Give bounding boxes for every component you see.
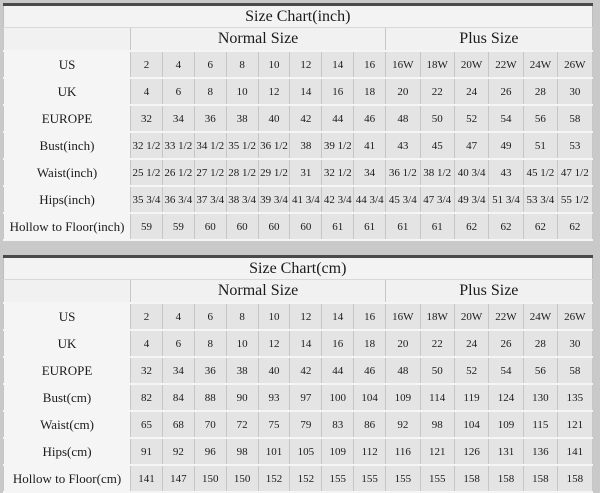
size-value: 135 <box>558 384 592 411</box>
corner-cell <box>4 280 131 304</box>
size-value: 86 <box>354 411 386 438</box>
size-value: 42 3/4 <box>322 186 354 213</box>
size-value: 34 <box>162 357 194 384</box>
size-value: 50 <box>420 357 454 384</box>
size-value: 4 <box>131 78 163 105</box>
size-value: 16W <box>386 51 420 78</box>
size-chart-inch-table <box>3 3 593 241</box>
size-value: 16 <box>322 78 354 105</box>
size-value: 32 1/2 <box>322 159 354 186</box>
size-value: 36 <box>194 357 226 384</box>
size-value: 26W <box>558 51 593 78</box>
normal-size-header: Normal Size <box>131 280 386 304</box>
size-value: 119 <box>454 384 488 411</box>
size-value: 18W <box>420 303 454 330</box>
size-value: 92 <box>386 411 420 438</box>
size-value: 34 <box>162 105 194 132</box>
size-value: 41 3/4 <box>290 186 322 213</box>
size-value: 16 <box>354 303 386 330</box>
size-value: 96 <box>194 438 226 465</box>
table-row <box>4 384 593 411</box>
size-value: 38 1/2 <box>420 159 454 186</box>
size-value: 124 <box>489 384 523 411</box>
size-value: 136 <box>523 438 557 465</box>
size-value: 61 <box>386 213 420 240</box>
size-value: 152 <box>290 465 322 492</box>
size-value: 14 <box>322 303 354 330</box>
size-value: 30 <box>558 78 593 105</box>
size-value: 22W <box>489 51 523 78</box>
row-label: Waist(cm) <box>4 411 131 438</box>
size-value: 2 <box>131 51 163 78</box>
size-value: 49 <box>489 132 523 159</box>
size-value: 46 <box>354 357 386 384</box>
row-label: Hips(cm) <box>4 438 131 465</box>
size-value: 88 <box>194 384 226 411</box>
size-value: 55 1/2 <box>558 186 593 213</box>
size-value: 20W <box>454 51 488 78</box>
size-value: 91 <box>131 438 163 465</box>
size-value: 84 <box>162 384 194 411</box>
size-value: 49 3/4 <box>454 186 488 213</box>
row-label: Bust(inch) <box>4 132 131 159</box>
size-value: 24 <box>454 330 488 357</box>
size-value: 10 <box>258 303 290 330</box>
corner-cell <box>4 28 131 52</box>
size-value: 6 <box>162 330 194 357</box>
table-title-row <box>4 5 593 28</box>
size-value: 32 <box>131 105 163 132</box>
size-value: 62 <box>558 213 593 240</box>
table-row <box>4 438 593 465</box>
size-value: 31 <box>290 159 322 186</box>
size-value: 62 <box>523 213 557 240</box>
size-value: 126 <box>454 438 488 465</box>
size-value: 25 1/2 <box>131 159 163 186</box>
size-value: 97 <box>290 384 322 411</box>
size-value: 12 <box>290 51 322 78</box>
size-value: 24 <box>454 78 488 105</box>
size-value: 8 <box>194 330 226 357</box>
size-value: 131 <box>489 438 523 465</box>
size-value: 56 <box>523 105 557 132</box>
size-value: 18W <box>420 51 454 78</box>
size-value: 98 <box>226 438 258 465</box>
size-value: 115 <box>523 411 557 438</box>
row-label: Bust(cm) <box>4 384 131 411</box>
size-value: 26 <box>489 78 523 105</box>
size-value: 47 3/4 <box>420 186 454 213</box>
size-value: 58 <box>558 357 592 384</box>
size-value: 16 <box>354 51 386 78</box>
group-header-row <box>4 280 593 304</box>
size-value: 105 <box>290 438 322 465</box>
size-value: 56 <box>523 357 557 384</box>
size-value: 100 <box>322 384 354 411</box>
size-value: 47 <box>454 132 488 159</box>
size-value: 43 <box>489 159 523 186</box>
table-title-row <box>4 257 593 280</box>
size-value: 27 1/2 <box>194 159 226 186</box>
size-value: 34 1/2 <box>194 132 226 159</box>
size-value: 39 3/4 <box>258 186 290 213</box>
size-value: 36 3/4 <box>162 186 194 213</box>
size-value: 14 <box>290 330 322 357</box>
size-value: 37 3/4 <box>194 186 226 213</box>
size-value: 33 1/2 <box>162 132 194 159</box>
table-row <box>4 159 593 186</box>
size-value: 28 <box>523 330 557 357</box>
size-value: 141 <box>558 438 592 465</box>
size-value: 93 <box>258 384 290 411</box>
size-value: 8 <box>194 78 226 105</box>
size-value: 16W <box>386 303 420 330</box>
size-value: 53 3/4 <box>523 186 557 213</box>
size-value: 155 <box>420 465 454 492</box>
size-value: 51 3/4 <box>489 186 523 213</box>
table-row <box>4 78 593 105</box>
row-label: Hips(inch) <box>4 186 131 213</box>
size-value: 92 <box>162 438 194 465</box>
size-value: 40 3/4 <box>454 159 488 186</box>
size-value: 72 <box>226 411 258 438</box>
table-row <box>4 465 593 492</box>
size-value: 12 <box>258 78 290 105</box>
size-value: 61 <box>420 213 454 240</box>
size-value: 38 <box>226 105 258 132</box>
size-value: 28 <box>523 78 557 105</box>
size-value: 59 <box>162 213 194 240</box>
size-value: 10 <box>258 51 290 78</box>
size-value: 155 <box>386 465 420 492</box>
size-value: 44 <box>322 105 354 132</box>
table-row <box>4 303 593 330</box>
size-value: 152 <box>258 465 290 492</box>
row-label: UK <box>4 330 131 357</box>
row-label: US <box>4 303 131 330</box>
row-label: Waist(inch) <box>4 159 131 186</box>
size-value: 50 <box>420 105 454 132</box>
size-value: 60 <box>290 213 322 240</box>
size-value: 155 <box>354 465 386 492</box>
size-value: 38 <box>226 357 258 384</box>
size-value: 16 <box>322 330 354 357</box>
size-value: 24W <box>523 51 557 78</box>
size-value: 20 <box>386 330 420 357</box>
table-row <box>4 186 593 213</box>
size-value: 104 <box>354 384 386 411</box>
size-value: 116 <box>386 438 420 465</box>
size-value: 60 <box>226 213 258 240</box>
size-value: 114 <box>420 384 454 411</box>
size-value: 158 <box>558 465 592 492</box>
normal-size-header: Normal Size <box>131 28 386 52</box>
size-value: 54 <box>489 105 523 132</box>
size-value: 44 3/4 <box>354 186 386 213</box>
size-value: 109 <box>322 438 354 465</box>
size-value: 36 <box>194 105 226 132</box>
size-value: 14 <box>290 78 322 105</box>
size-value: 36 1/2 <box>258 132 290 159</box>
size-value: 26W <box>558 303 592 330</box>
size-value: 83 <box>322 411 354 438</box>
size-value: 22 <box>420 330 454 357</box>
table-row <box>4 51 593 78</box>
size-value: 6 <box>194 303 226 330</box>
size-value: 54 <box>489 357 523 384</box>
table-title: Size Chart(inch) <box>4 5 593 28</box>
plus-size-header: Plus Size <box>386 280 592 304</box>
size-value: 4 <box>162 303 194 330</box>
size-value: 26 1/2 <box>162 159 194 186</box>
size-value: 38 3/4 <box>226 186 258 213</box>
size-value: 10 <box>226 78 258 105</box>
size-value: 12 <box>258 330 290 357</box>
size-chart-inch-body <box>4 51 593 240</box>
size-value: 4 <box>131 330 163 357</box>
size-value: 18 <box>354 330 386 357</box>
size-value: 35 3/4 <box>131 186 163 213</box>
size-value: 22W <box>489 303 523 330</box>
size-value: 150 <box>194 465 226 492</box>
size-value: 32 <box>131 357 163 384</box>
size-value: 98 <box>420 411 454 438</box>
size-value: 90 <box>226 384 258 411</box>
row-label: US <box>4 51 131 78</box>
size-value: 40 <box>258 357 290 384</box>
size-value: 58 <box>558 105 593 132</box>
size-value: 45 3/4 <box>386 186 420 213</box>
size-value: 158 <box>523 465 557 492</box>
size-value: 109 <box>386 384 420 411</box>
size-value: 39 1/2 <box>322 132 354 159</box>
size-value: 60 <box>194 213 226 240</box>
size-value: 45 1/2 <box>523 159 557 186</box>
size-value: 150 <box>226 465 258 492</box>
size-value: 158 <box>489 465 523 492</box>
row-label: EUROPE <box>4 105 131 132</box>
size-value: 10 <box>226 330 258 357</box>
size-value: 48 <box>386 105 420 132</box>
size-value: 47 1/2 <box>558 159 593 186</box>
size-value: 147 <box>162 465 194 492</box>
size-value: 4 <box>162 51 194 78</box>
size-value: 45 <box>420 132 454 159</box>
size-value: 42 <box>290 105 322 132</box>
size-value: 42 <box>290 357 322 384</box>
size-value: 158 <box>454 465 488 492</box>
size-value: 79 <box>290 411 322 438</box>
size-value: 8 <box>226 303 258 330</box>
size-value: 53 <box>558 132 593 159</box>
table-row <box>4 213 593 240</box>
size-value: 35 1/2 <box>226 132 258 159</box>
size-value: 18 <box>354 78 386 105</box>
size-value: 20W <box>454 303 488 330</box>
size-value: 62 <box>489 213 523 240</box>
size-value: 32 1/2 <box>131 132 163 159</box>
size-value: 28 1/2 <box>226 159 258 186</box>
size-value: 26 <box>489 330 523 357</box>
table-row <box>4 357 593 384</box>
size-chart-cm-body <box>4 303 593 492</box>
row-label: UK <box>4 78 131 105</box>
size-value: 121 <box>558 411 592 438</box>
size-value: 62 <box>454 213 488 240</box>
size-value: 82 <box>131 384 163 411</box>
size-value: 14 <box>322 51 354 78</box>
size-value: 109 <box>489 411 523 438</box>
size-value: 24W <box>523 303 557 330</box>
size-value: 68 <box>162 411 194 438</box>
row-label: Hollow to Floor(cm) <box>4 465 131 492</box>
size-value: 61 <box>322 213 354 240</box>
table-row <box>4 105 593 132</box>
size-value: 59 <box>131 213 163 240</box>
size-chart-cm-table <box>3 255 593 493</box>
size-value: 38 <box>290 132 322 159</box>
size-value: 104 <box>454 411 488 438</box>
size-value: 60 <box>258 213 290 240</box>
size-value: 20 <box>386 78 420 105</box>
row-label: EUROPE <box>4 357 131 384</box>
size-value: 12 <box>290 303 322 330</box>
table-title: Size Chart(cm) <box>4 257 593 280</box>
size-value: 6 <box>194 51 226 78</box>
size-value: 121 <box>420 438 454 465</box>
size-value: 48 <box>386 357 420 384</box>
group-header-row <box>4 28 593 52</box>
size-value: 2 <box>131 303 163 330</box>
size-value: 130 <box>523 384 557 411</box>
plus-size-header: Plus Size <box>386 28 592 52</box>
table-row <box>4 411 593 438</box>
size-value: 22 <box>420 78 454 105</box>
size-value: 43 <box>386 132 420 159</box>
size-value: 34 <box>354 159 386 186</box>
size-value: 51 <box>523 132 557 159</box>
size-value: 8 <box>226 51 258 78</box>
size-value: 101 <box>258 438 290 465</box>
size-value: 61 <box>354 213 386 240</box>
size-value: 29 1/2 <box>258 159 290 186</box>
size-value: 112 <box>354 438 386 465</box>
size-value: 70 <box>194 411 226 438</box>
size-value: 52 <box>454 105 488 132</box>
size-value: 75 <box>258 411 290 438</box>
size-value: 30 <box>558 330 592 357</box>
size-value: 36 1/2 <box>386 159 420 186</box>
size-value: 40 <box>258 105 290 132</box>
size-value: 141 <box>131 465 163 492</box>
table-row <box>4 330 593 357</box>
size-value: 41 <box>354 132 386 159</box>
size-value: 155 <box>322 465 354 492</box>
row-label: Hollow to Floor(inch) <box>4 213 131 240</box>
size-value: 52 <box>454 357 488 384</box>
table-row <box>4 132 593 159</box>
size-value: 44 <box>322 357 354 384</box>
size-value: 46 <box>354 105 386 132</box>
size-value: 6 <box>162 78 194 105</box>
size-value: 65 <box>131 411 163 438</box>
